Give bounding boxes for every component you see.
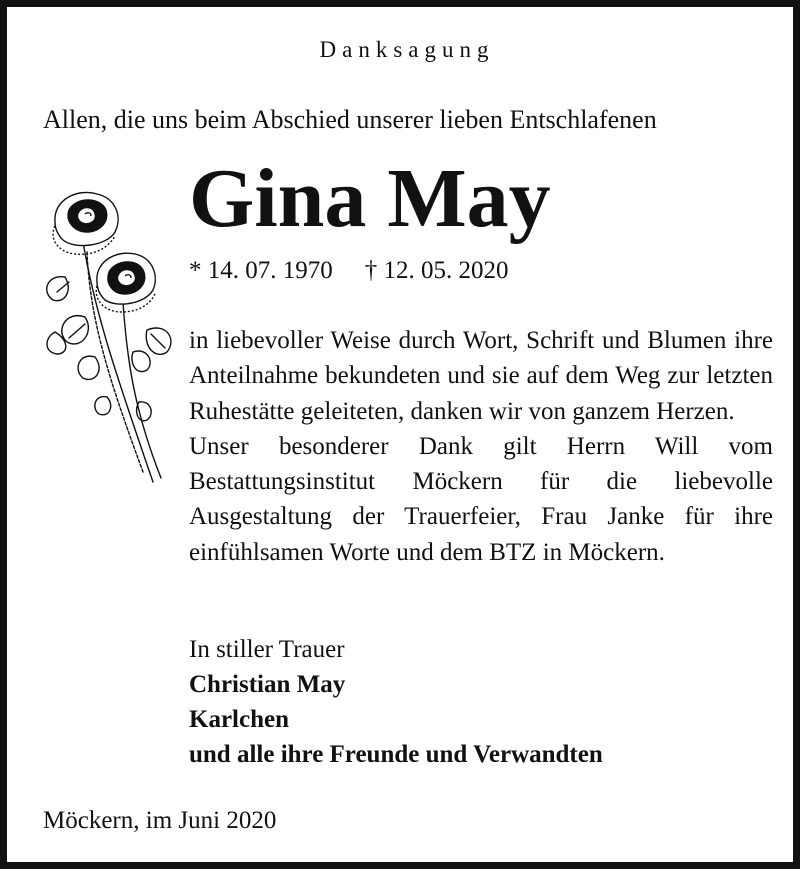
deceased-name: Gina May	[189, 152, 551, 245]
mourner-1: Christian May	[189, 671, 346, 698]
thanks-text	[189, 323, 773, 570]
place-date: Möckern, im Juni 2020	[43, 807, 277, 834]
rose-bloom-1	[53, 192, 118, 254]
signoff	[189, 632, 603, 772]
rose-bloom-2	[96, 253, 155, 312]
mourner-2: Karlchen	[189, 706, 289, 733]
leaf	[95, 397, 111, 415]
intro-line: Allen, die uns beim Abschied unserer lieben Entschlafenen	[43, 105, 657, 134]
life-dates	[189, 257, 509, 285]
death-date: † 12. 05. 2020	[364, 257, 509, 284]
mourner-3: und alle ihre Freunde und Verwandten	[189, 741, 603, 768]
notice-heading: Danksagung	[319, 37, 495, 62]
leaf	[132, 351, 150, 372]
mourning-line: In stiller Trauer	[189, 636, 345, 663]
birth-date: * 14. 07. 1970	[189, 257, 333, 284]
rose-icon	[35, 182, 175, 492]
thanks-paragraph-2: Unser besonderer Dank gilt Herrn Will vom Bestattungsinstitut Möckern für die liebevolle Ausgestaltung der Trauerfeier, Frau Janke für ihre einfühlsamen Worte und dem BTZ in Möckern.	[189, 432, 773, 566]
leaf	[78, 356, 99, 379]
leaf	[47, 277, 68, 301]
thanks-paragraph-1: in liebevoller Weise durch Wort, Schrift und Blumen ihre Anteilnahme bekundeten und sie auf dem Weg zur letzten Ruhestätte geleiteten, danken wir von ganzem Herzen.	[189, 327, 773, 425]
leaf	[62, 316, 89, 344]
